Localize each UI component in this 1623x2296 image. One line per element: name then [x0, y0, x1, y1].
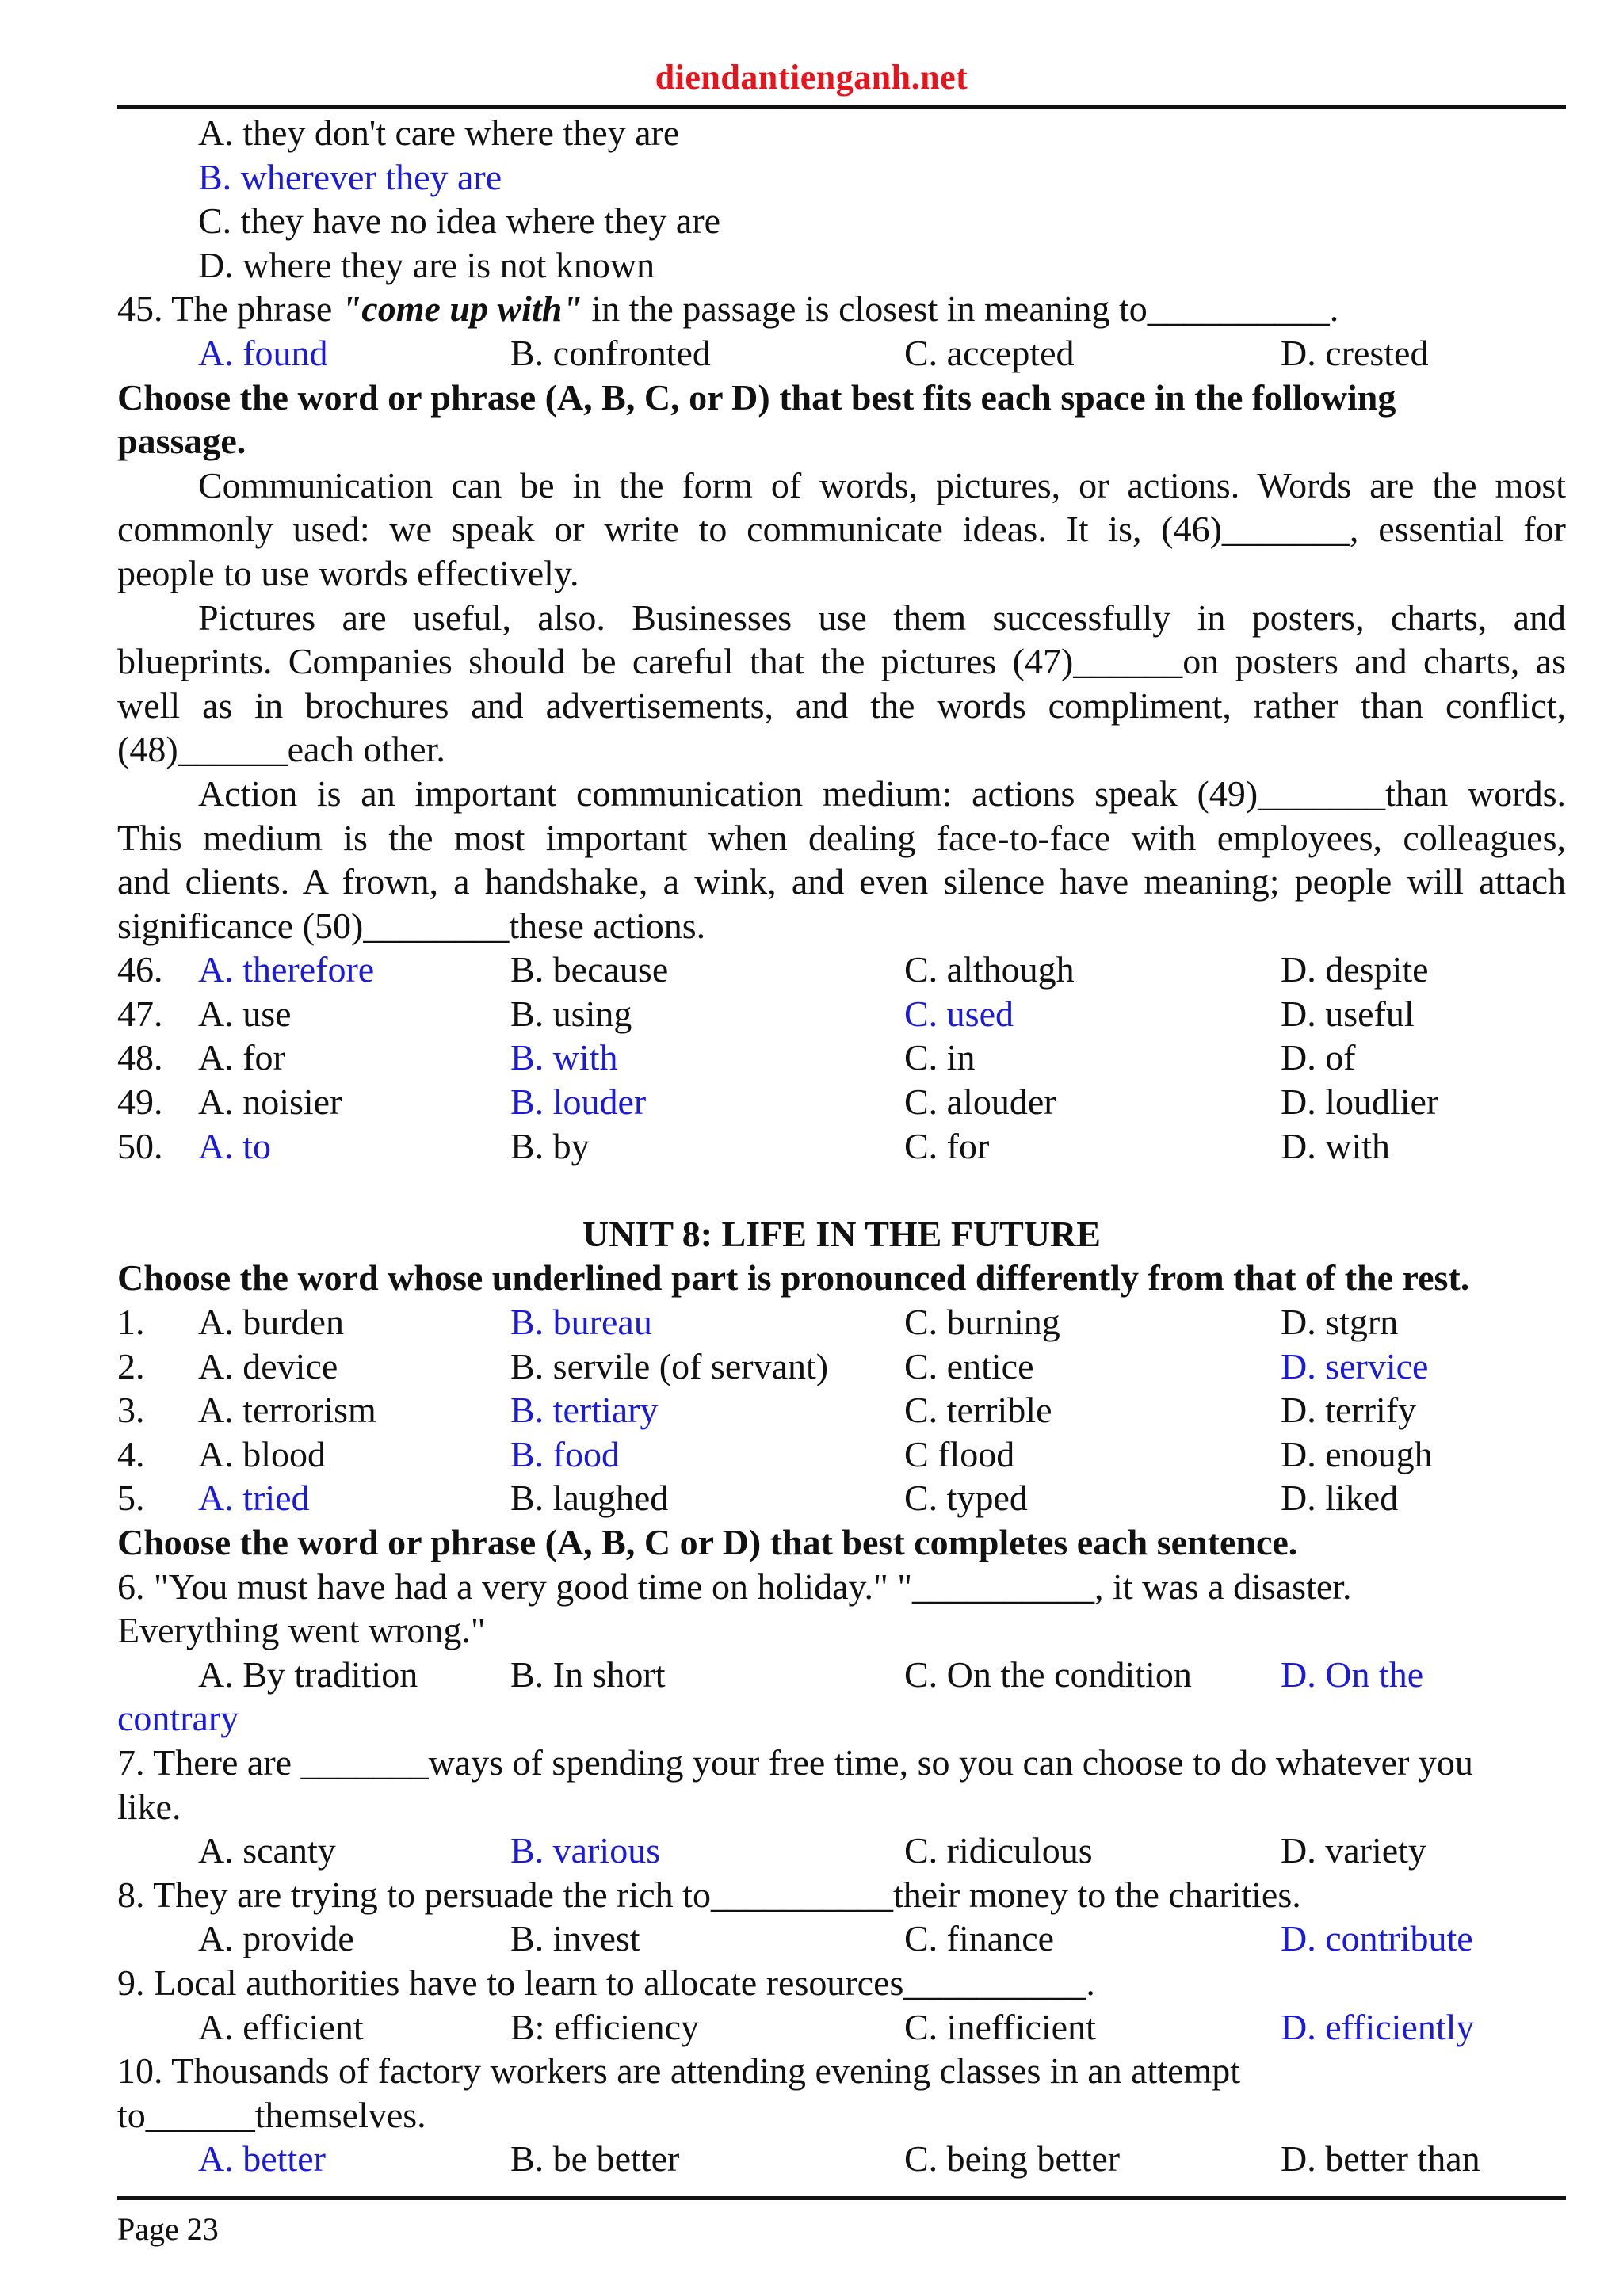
q6-option-d: D. On the: [1281, 1653, 1424, 1695]
q45-option-d: D. crested: [1281, 332, 1429, 373]
pron-q2-row: [117, 1344, 1566, 1389]
q46-option-b: B. because: [510, 949, 669, 990]
q10-stem-line1: 10. Thousands of factory workers are attending evening classes in an attempt: [117, 2050, 1241, 2092]
q45-option-a: A. found: [198, 332, 328, 373]
q49-row: [117, 1080, 1566, 1124]
q10-option-d: D. better than: [1281, 2138, 1480, 2180]
pron-q2-option-a: A. device: [198, 1345, 338, 1386]
site-title: diendantienganh.net: [655, 58, 968, 97]
q45-option-b: B. confronted: [510, 332, 711, 373]
q48-option-d: D. of: [1281, 1037, 1356, 1078]
pron-q5-option-a: A. tried: [198, 1478, 310, 1519]
q47-option-c: C. used: [904, 993, 1014, 1034]
q45-post: in the passage is closest in meaning to__________.: [582, 288, 1339, 330]
cloze-instruction-line2: passage.: [117, 421, 246, 462]
pron-q3-option-c: C. terrible: [904, 1390, 1052, 1431]
q8-option-c: C. finance: [904, 1918, 1055, 1959]
q46-option-c: C. although: [904, 949, 1075, 990]
pron-q5-number: 5.: [117, 1478, 145, 1519]
q6-option-d-continued: contrary: [117, 1698, 239, 1739]
q45-stem: [117, 287, 1566, 331]
passage-p3-line2: This medium is the most important when dealing face-to-face with employees, colleagues,: [117, 817, 1566, 858]
pron-q3-number: 3.: [117, 1390, 145, 1431]
passage-p2-line4: (48)______each other.: [117, 729, 445, 770]
pron-q1-option-a: A. burden: [198, 1302, 344, 1343]
q45-options: [117, 331, 1566, 376]
q8-stem: 8. They are trying to persuade the rich to__________their money to the charities.: [117, 1874, 1301, 1915]
document-body: [117, 111, 1566, 2181]
pron-q1-option-b: B. bureau: [510, 1302, 652, 1343]
pron-q2-option-c: C. entice: [904, 1345, 1034, 1386]
q50-option-b: B. by: [510, 1125, 590, 1166]
q50-option-c: C. for: [904, 1125, 990, 1166]
pron-q4-option-b: B. food: [510, 1433, 620, 1474]
pron-q1-row: [117, 1300, 1566, 1344]
q7-option-a: A. scanty: [198, 1830, 336, 1871]
passage-p1-line1: Communication can be in the form of words, pictures, or actions. Words are the most: [198, 464, 1566, 505]
q10-option-c: C. being better: [904, 2138, 1121, 2180]
q44-option-d: D. where they are is not known: [198, 244, 655, 285]
pronunciation-instruction: Choose the word whose underlined part is pronounced differently from that of the rest.: [117, 1257, 1470, 1299]
q7-option-b: B. various: [510, 1830, 661, 1871]
pron-q2-option-b: B. servile (of servant): [510, 1345, 829, 1386]
pron-q1-number: 1.: [117, 1302, 145, 1343]
q9-option-c: C. inefficient: [904, 2006, 1096, 2047]
q47-option-a: A. use: [198, 993, 292, 1034]
q6-stem-line1: 6. "You must have had a very good time on holiday." "__________, it was a disaster.: [117, 1566, 1352, 1607]
q49-option-d: D. loudlier: [1281, 1081, 1439, 1123]
pron-q2-option-d: D. service: [1281, 1345, 1429, 1386]
q7-stem-line1: 7. There are _______ways of spending your free time, so you can choose to do whatever you: [117, 1741, 1473, 1783]
q9-option-d: D. efficiently: [1281, 2006, 1475, 2047]
pron-q5-option-d: D. liked: [1281, 1478, 1399, 1519]
passage-p1-line2: commonly used: we speak or write to communicate ideas. It is, (46)_______, essential for: [117, 509, 1566, 550]
q10-option-b: B. be better: [510, 2138, 680, 2180]
q46-option-a: A. therefore: [198, 949, 375, 990]
q8-options: [117, 1917, 1566, 1961]
q50-row: [117, 1124, 1566, 1169]
pron-q4-option-d: D. enough: [1281, 1433, 1433, 1474]
passage-p3-line4: significance (50)________these actions.: [117, 905, 706, 946]
q9-options: [117, 2005, 1566, 2050]
pron-q5-option-b: B. laughed: [510, 1478, 669, 1519]
pron-q4-number: 4.: [117, 1433, 145, 1474]
q6-option-c: C. On the condition: [904, 1653, 1192, 1695]
q44-option-c: C. they have no idea where they are: [198, 200, 721, 242]
pron-q4-option-a: A. blood: [198, 1433, 326, 1474]
q49-option-c: C. alouder: [904, 1081, 1056, 1123]
q47-option-d: D. useful: [1281, 993, 1415, 1034]
q44-option-a: A. they don't care where they are: [198, 113, 680, 153]
pron-q5-row: [117, 1476, 1566, 1520]
q49-option-b: B. louder: [510, 1081, 647, 1123]
q48-number: 48.: [117, 1037, 163, 1078]
page-number: Page 23: [117, 2211, 219, 2247]
mc-instruction: Choose the word or phrase (A, B, C or D) that best completes each sentence.: [117, 1522, 1298, 1562]
q9-option-b: B: efficiency: [510, 2006, 699, 2047]
q10-stem-line2: to______themselves.: [117, 2094, 426, 2135]
q6-option-a: A. By tradition: [198, 1653, 418, 1695]
q46-option-d: D. despite: [1281, 949, 1429, 990]
q8-option-d: D. contribute: [1281, 1918, 1473, 1959]
passage-p2-line1: Pictures are useful, also. Businesses use them successfully in posters, charts, and: [198, 597, 1566, 638]
q50-option-d: D. with: [1281, 1125, 1390, 1166]
q49-option-a: A. noisier: [198, 1081, 342, 1123]
q49-number: 49.: [117, 1081, 163, 1123]
q47-row: [117, 992, 1566, 1036]
q9-option-a: A. efficient: [198, 2006, 364, 2047]
unit-title: UNIT 8: LIFE IN THE FUTURE: [582, 1213, 1101, 1254]
pron-q1-option-c: C. burning: [904, 1302, 1060, 1343]
q47-number: 47.: [117, 993, 163, 1034]
q45-pre: 45. The phrase: [117, 288, 342, 330]
cloze-instruction-line1: Choose the word or phrase (A, B, C, or D) that best fits each space in the following: [117, 376, 1396, 418]
q6-options: [117, 1653, 1566, 1697]
q7-options: [117, 1829, 1566, 1873]
q6-stem-line2: Everything went wrong.": [117, 1610, 486, 1651]
passage-p3-line3: and clients. A frown, a handshake, a wink, and even silence have meaning; people will attach: [117, 861, 1566, 902]
q10-options: [117, 2137, 1566, 2181]
passage-p2-line2: blueprints. Companies should be careful that the pictures (47)______on posters and charts, as: [117, 641, 1566, 682]
pron-q1-option-d: D. stgrn: [1281, 1302, 1399, 1343]
passage-p2-line3: well as in brochures and advertisements, and the words compliment, rather than conflict,: [117, 685, 1566, 726]
header-rule: [117, 105, 1566, 109]
q7-option-c: C. ridiculous: [904, 1830, 1093, 1871]
q50-number: 50.: [117, 1125, 163, 1166]
pron-q3-option-b: B. tertiary: [510, 1390, 659, 1431]
pron-q3-option-a: A. terrorism: [198, 1390, 376, 1431]
q47-option-b: B. using: [510, 993, 632, 1034]
q7-option-d: D. variety: [1281, 1830, 1426, 1871]
q6-option-b: B. In short: [510, 1653, 666, 1695]
pron-q4-row: [117, 1432, 1566, 1477]
pron-q5-option-c: C. typed: [904, 1478, 1028, 1519]
q45-phrase: "come up with": [341, 288, 582, 330]
pron-q2-number: 2.: [117, 1345, 145, 1386]
q48-row: [117, 1035, 1566, 1080]
q10-option-a: A. better: [198, 2138, 326, 2180]
pron-q4-option-c: C flood: [904, 1433, 1015, 1474]
footer-rule: [117, 2196, 1566, 2200]
q44-option-b: B. wherever they are: [198, 156, 502, 197]
q8-option-a: A. provide: [198, 1918, 354, 1959]
passage-p1-line3: people to use words effectively.: [117, 552, 579, 593]
section-gap: [117, 1168, 1566, 1212]
q46-row: [117, 948, 1566, 992]
q48-option-a: A. for: [198, 1037, 285, 1078]
q7-stem-line2: like.: [117, 1786, 181, 1827]
pron-q3-option-d: D. terrify: [1281, 1390, 1417, 1431]
q46-number: 46.: [117, 949, 163, 990]
q48-option-b: B. with: [510, 1037, 618, 1078]
q45-option-c: C. accepted: [904, 332, 1075, 373]
passage-p3-line1: Action is an important communication medium: actions speak (49)_______than words.: [198, 772, 1566, 814]
q48-option-c: C. in: [904, 1037, 976, 1078]
q8-option-b: B. invest: [510, 1918, 640, 1959]
q50-option-a: A. to: [198, 1125, 271, 1166]
q9-stem: 9. Local authorities have to learn to allocate resources__________.: [117, 1962, 1095, 2003]
pron-q3-row: [117, 1388, 1566, 1432]
